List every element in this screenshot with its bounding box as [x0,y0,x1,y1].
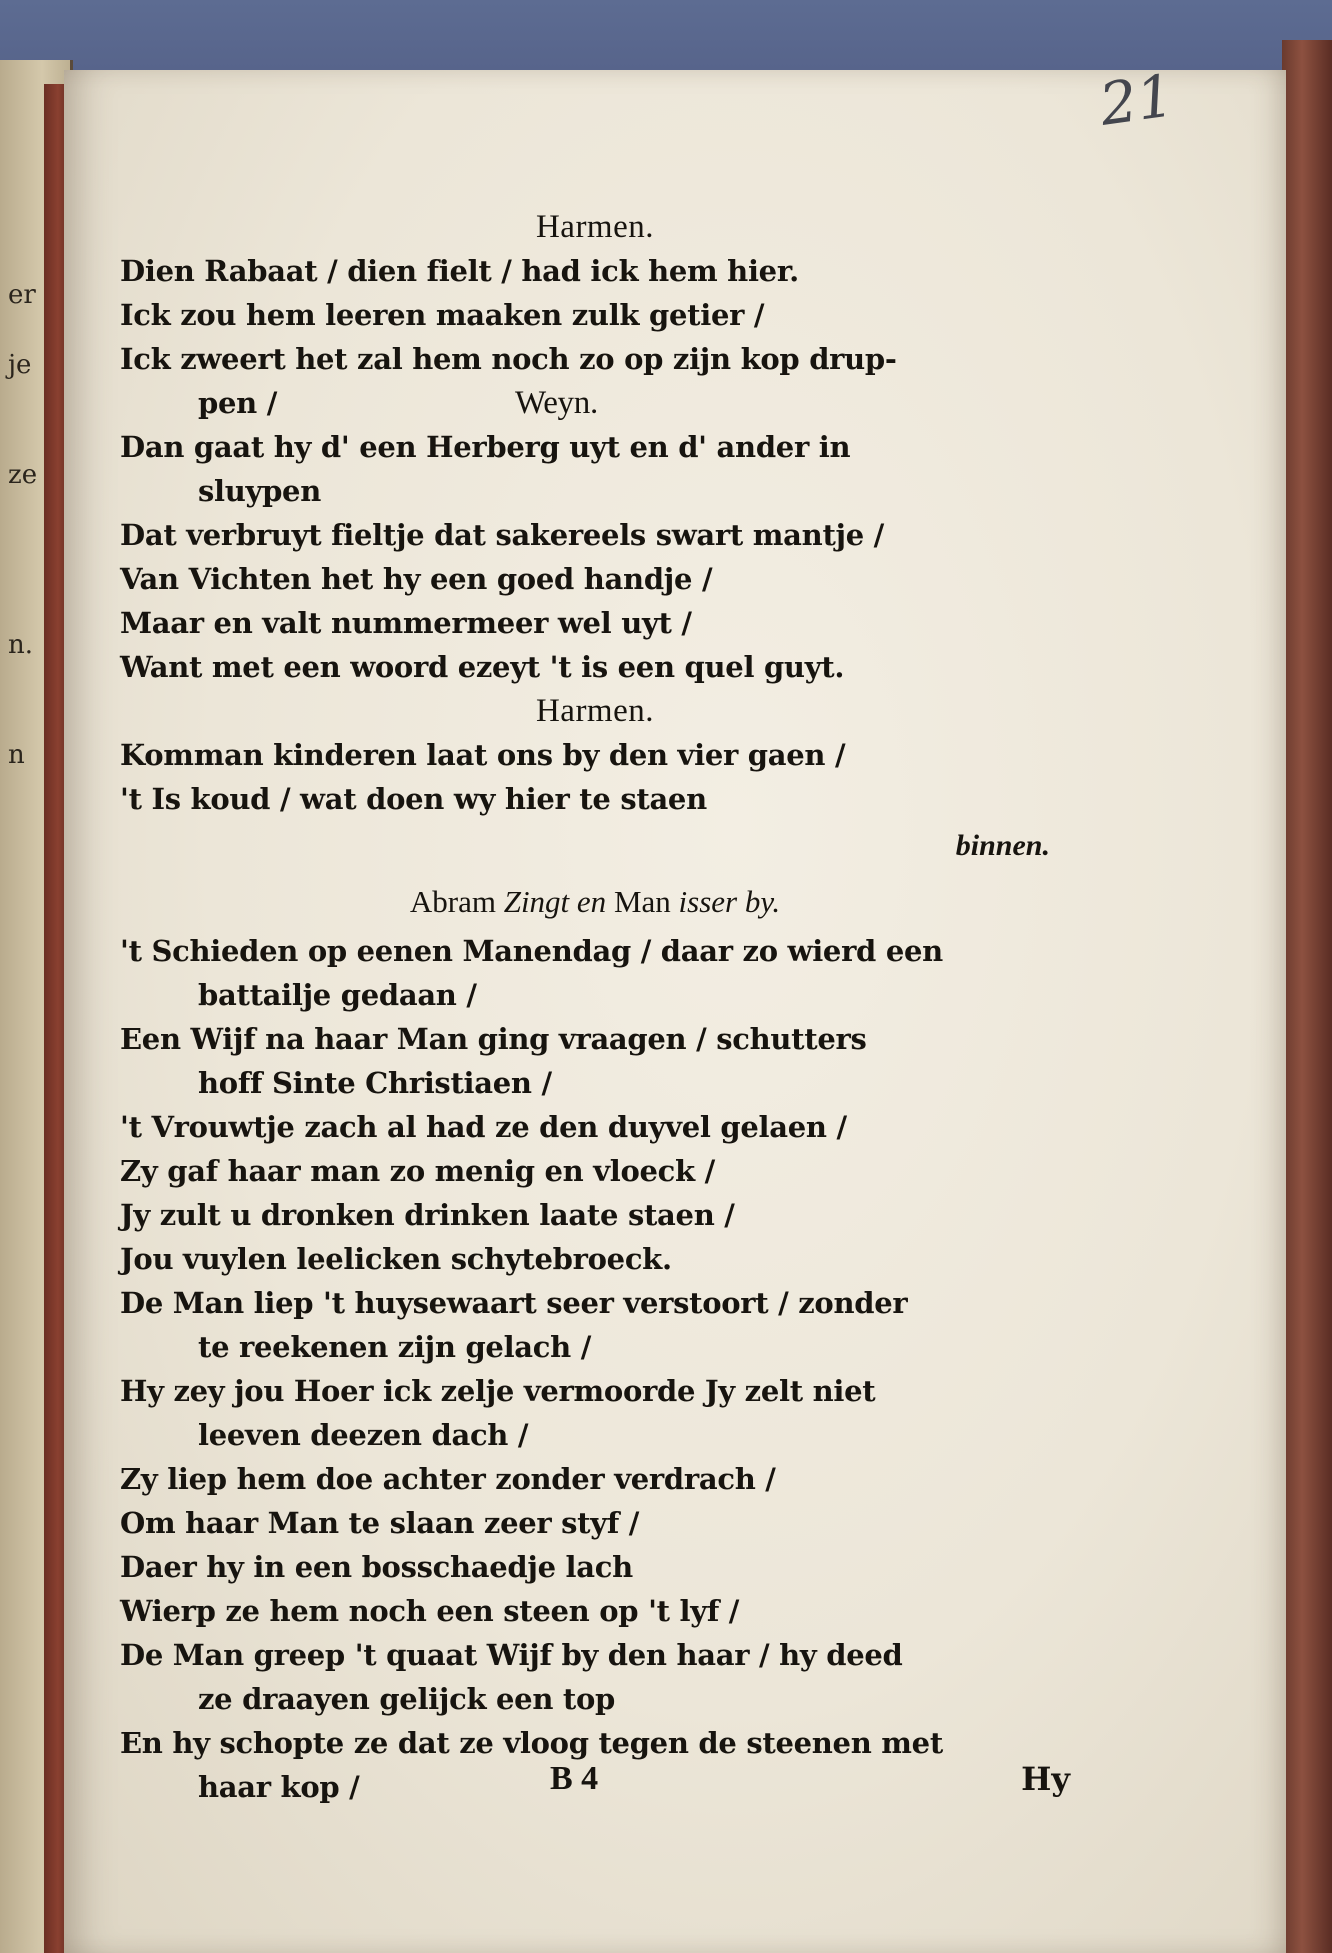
verse-line-continuation: haar kop / [198,1770,360,1804]
facing-page-fragment: je [8,350,32,380]
verse-line: Om haar Man te slaan zeer styf / [120,1506,640,1540]
verse-text: pen / [198,386,278,420]
heading-part: isser by. [678,884,781,919]
verse-line: Ick zweert het zal hem noch zo op zijn kop drup- [120,342,897,376]
verse-line: 't Vrouwtje zach al had ze den duyvel gelaen / [120,1110,847,1144]
facing-page-fragment: er [8,280,36,310]
verse-line: 't Is koud / wat doen wy hier te staen [120,782,707,816]
catchword: Hy [1021,1760,1070,1798]
verse-line: Van Vichten het hy een goed handje / [120,562,713,596]
verse-line-continuation: battailje gedaan / [198,978,477,1012]
verse-line: Zy liep hem doe achter zonder verdrach / [120,1462,776,1496]
page-text [120,205,1070,1809]
speaker-name: Harmen. [535,209,655,245]
verse-line: Jou vuylen leelicken schytebroeck. [120,1242,672,1276]
verse-line: De Man liep 't huysewaart seer verstoort / zonder [120,1286,908,1320]
verse-line-continuation: leeven deezen dach / [198,1418,529,1452]
verse-line: Jy zult u dronken drinken laate staen / [120,1198,735,1232]
verse-line: Een Wijf na haar Man ging vraagen / schutters [120,1022,867,1056]
verse-line: Maar en valt nummermeer wel uyt / [120,606,692,640]
verse-line: Zy gaf haar man zo menig en vloeck / [120,1154,715,1188]
verse-line: Wierp ze hem noch een steen op 't lyf / [120,1594,740,1628]
verse-line: De Man greep 't quaat Wijf by den haar / hy deed [120,1638,903,1672]
heading-part: Zingt en [503,884,607,919]
verse-line: Komman kinderen laat ons by den vier gaen / [120,738,846,772]
song-heading [120,871,1070,929]
book-cover-edge [1282,40,1332,1953]
heading-part: Abram [409,884,496,919]
verse-line-continuation [120,381,1070,425]
signature-mark: B 4 [550,1760,599,1797]
verse-line: Dat verbruyt fieltje dat sakereels swart mantje / [120,518,884,552]
verse-line: Ick zou hem leeren maaken zulk getier / [120,298,765,332]
page-footer [120,1760,1070,1810]
folio-number: 21 [1095,61,1179,139]
facing-page-fragment: n [8,740,25,770]
verse-line-continuation: sluypen [198,474,321,508]
verse-line: Daer hy in een bosschaedje lach [120,1550,633,1584]
verse-line: Dien Rabaat / dien fielt / had ick hem hier. [120,254,799,288]
verse-line-continuation: ze draayen gelijck een top [198,1682,616,1716]
verse-line: Dan gaat hy d' een Herberg uyt en d' ander in [120,430,851,464]
verse-line: Hy zey jou Hoer ick zelje vermoorde Jy zelt niet [120,1374,876,1408]
stage-direction: binnen. [955,829,1050,862]
speaker-name: Harmen. [535,693,655,729]
verse-line-continuation: hoff Sinte Christiaen / [198,1066,552,1100]
speaker-name: Weyn. [515,385,598,421]
verse-line: En hy schopte ze dat ze vloog tegen de steenen met [120,1726,943,1760]
facing-page-fragment: n. [8,630,34,660]
heading-part: Man [613,884,671,919]
verse-line-continuation: te reekenen zijn gelach / [198,1330,592,1364]
verse-line: 't Schieden op eenen Manendag / daar zo wierd een [120,934,943,968]
verse-line: Want met een woord ezeyt 't is een quel guyt. [120,650,845,684]
facing-page-fragment: ze [8,460,38,490]
